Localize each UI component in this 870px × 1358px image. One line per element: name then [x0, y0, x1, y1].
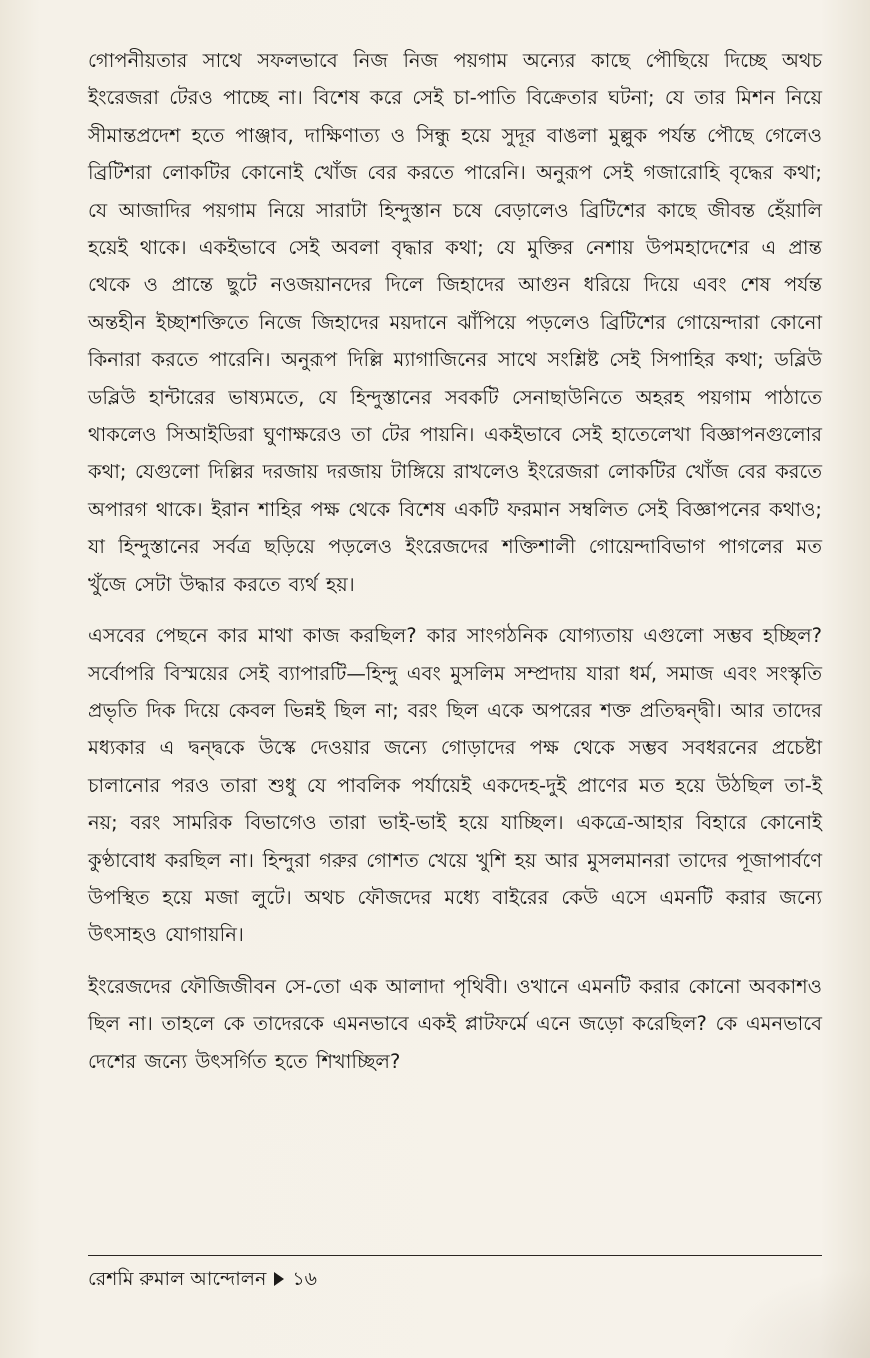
paragraph-3: ইংরেজদের ফৌজিজীবন সে-তো এক আলাদা পৃথিবী। ওখানে এমনটি করার কোনো অবকাশও ছিল না। তাহলে কে তাদেরকে এমনভাবে একই প্লাটফর্মে এনে জড়ো করেছিল? কে এমনভাবে দেশের জন্যে উৎসর্গিত হতে শিখাচ্ছিল? — [88, 974, 822, 1073]
page-footer — [88, 1264, 317, 1294]
paragraph-2: এসবের পেছনে কার মাথা কাজ করছিল? কার সাংগঠনিক যোগ্যতায় এগুলো সম্ভব হচ্ছিল? সর্বোপরি বিস্ময়ের সেই ব্যাপারটি—হিন্দু এবং মুসলিম সম্প্রদায় যারা ধর্ম, সমাজ এবং সংস্কৃতি প্রভৃতি দিক দিয়ে কেবল ভিন্নই ছিল না; বরং ছিল একে অপরের শক্ত প্রতিদ্বন্দ্বী। আর তাদের মধ্যকার এ দ্বন্দ্বকে উস্কে দেওয়ার জন্যে গোড়াদের পক্ষ থেকে সম্ভব সবধরনের প্রচেষ্টা চালানোর পরও তারা শুধু যে পাবলিক পর্যায়েই একদেহ-দুই প্রাণের মত হয়ে উঠছিল তা-ই নয়; বরং সামরিক বিভাগেও তারা ভাই-ভাই হয়ে যাচ্ছিল। একত্রে-আহার বিহারে কোনোই কুণ্ঠাবোধ করছিল না। হিন্দুরা গরুর গোশত খেয়ে খুশি হয় আর মুসলমানরা তাদের পূজাপার্বণে উপস্থিত হয়ে মজা লুটে। অথচ ফৌজদের মধ্যে বাইরের কেউ এসে এমনটি করার জন্যে উৎসাহও যোগায়নি। — [88, 624, 822, 947]
footer-page-number: ১৬ — [292, 1268, 317, 1290]
paragraph-1: গোপনীয়তার সাথে সফলভাবে নিজ নিজ পয়গাম অন্যের কাছে পৌছিয়ে দিচ্ছে অথচ ইংরেজরা টেরও পাচ্ছে না। বিশেষ করে সেই চা-পাতি বিক্রেতার ঘটনা; যে তার মিশন নিয়ে সীমান্তপ্রদেশ হতে পাঞ্জাব, দাক্ষিণাত্য ও সিন্ধু হয়ে সুদূর বাঙলা মুল্লুক পর্যন্ত পৌছে গেলেও ব্রিটিশরা লোকটির কোনোই খোঁজ বের করতে পারেনি। অনুরূপ সেই গজারোহি বৃদ্ধের কথা; যে আজাদির পয়গাম নিয়ে সারাটা হিন্দুস্তান চষে বেড়ালেও ব্রিটিশের কাছে জীবন্ত হেঁয়ালি হয়েই থাকে। একইভাবে সেই অবলা বৃদ্ধার কথা; যে মুক্তির নেশায় উপমহাদেশের এ প্রান্ত থেকে ও প্রান্তে ছুটে নওজয়ানদের দিলে জিহাদের আগুন ধরিয়ে দিয়ে এবং শেষ পর্যন্ত অন্তহীন ইচ্ছাশক্তিতে নিজে জিহাদের ময়দানে ঝাঁপিয়ে পড়লেও ব্রিটিশের গোয়েন্দারা কোনো কিনারা করতে পারেনি। অনুরূপ দিল্লি ম্যাগাজিনের সাথে সংশ্লিষ্ট সেই সিপাহির কথা; ডব্লিউ ডব্লিউ হান্টারের ভাষ্যমতে, যে হিন্দুস্তানের সবকটি সেনাছাউনিতে অহরহ পয়গাম পাঠাতে থাকলেও সিআইডিরা ঘুণাক্ষরেও তা টের পায়নি। একইভাবে সেই হাতেলেখা বিজ্ঞাপনগুলোর কথা; যেগুলো দিল্লির দরজায় দরজায় টাঙ্গিয়ে রাখলেও ইংরেজরা লোকটির খোঁজ বের করতে অপারগ থাকে। ইরান শাহির পক্ষ থেকে বিশেষ একটি ফরমান সম্বলিত সেই বিজ্ঞাপনের কথাও; যা হিন্দুস্তানের সর্বত্র ছড়িয়ে পড়লেও ইংরেজদের শক্তিশালী গোয়েন্দাবিভাগ পাগলের মত খুঁজে সেটা উদ্ধার করতে ব্যর্থ হয়। — [88, 49, 822, 596]
triangle-right-icon — [274, 1272, 284, 1286]
footer-book-title: রেশমি রুমাল আন্দোলন — [88, 1268, 267, 1290]
body-text — [88, 42, 822, 1080]
footer-divider — [88, 1255, 822, 1256]
page-corner-shade — [720, 1268, 870, 1358]
